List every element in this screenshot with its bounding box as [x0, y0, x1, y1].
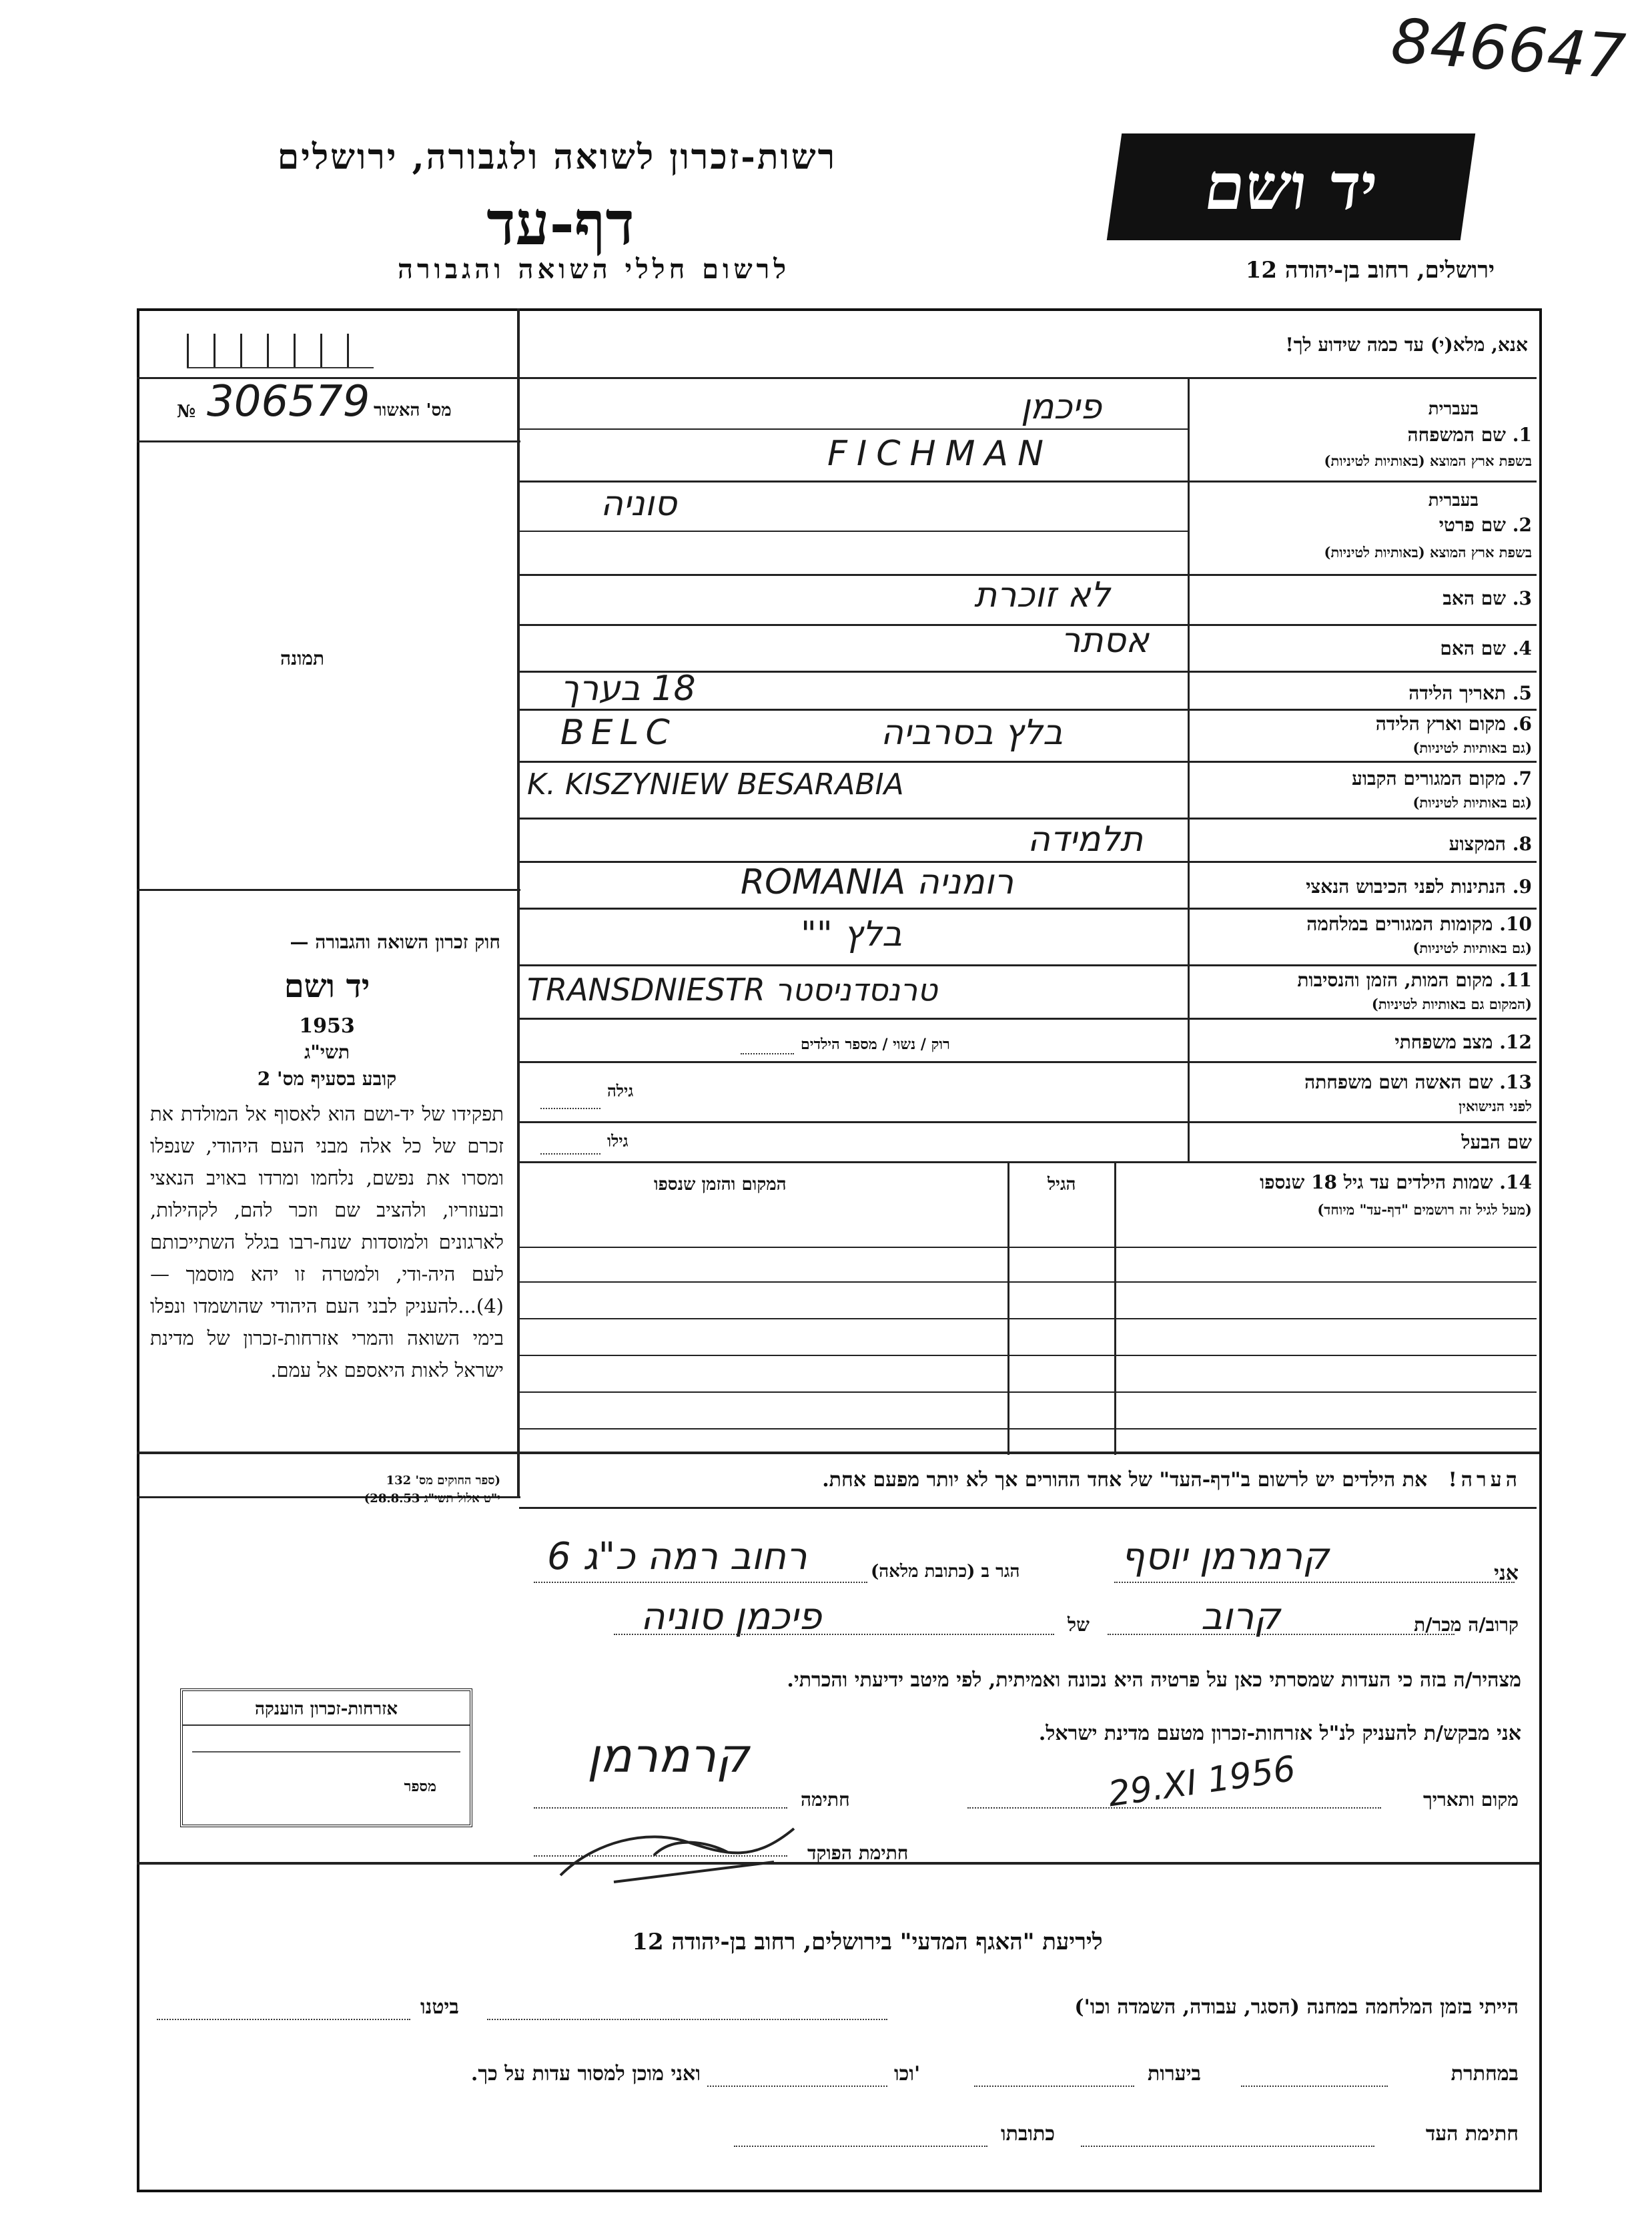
field-10-sub: (גם באותיות לטיניות) — [1412, 940, 1532, 956]
archive-number: 846647 — [1388, 5, 1628, 93]
field-1-heb-value: פיכמן — [1021, 387, 1102, 427]
field-2-sub: בשפת ארץ המוצא (באותיות לטיניות) — [1324, 544, 1532, 561]
field-4-label — [1440, 637, 1532, 660]
field-7-sub: (גם באותיות לטיניות) — [1412, 794, 1532, 811]
law-clause: קובע בסעיף מס' 2 — [257, 1068, 397, 1090]
field-13-label — [1304, 1071, 1532, 1094]
field-6-number: 6. — [1512, 713, 1532, 735]
field-1-label — [1408, 424, 1532, 446]
relative-label: קרוב/ה מכר/ת — [1414, 1614, 1519, 1636]
field-10-value: בלץ "" — [801, 914, 903, 954]
field-4-number: 4. — [1512, 637, 1532, 659]
field-11-label — [1297, 969, 1532, 992]
field-2-heb-tag: בעברית — [1428, 491, 1479, 511]
children-col-place: המקום והזמן שנספו — [654, 1175, 787, 1195]
field-6-latin-value: BELC — [560, 713, 677, 753]
citizenship-box — [180, 1688, 472, 1827]
field-9-label — [1306, 876, 1532, 898]
field-11-number: 11. — [1499, 969, 1532, 991]
declarant-address: רחוב רמה כ"ג 6 — [547, 1535, 807, 1578]
registration-number: 306579 — [207, 377, 370, 426]
field-9-label-text: הנתינות לפני הכיבוש הנאצי — [1306, 876, 1507, 898]
instruction: אנא, מלא(י) עד כמה שידוע לך! — [1285, 334, 1528, 356]
children-title-text: שמות הילדים עד גיל 18 שנספו — [1260, 1171, 1493, 1193]
field-8-label — [1449, 833, 1532, 856]
footer-line3-b: כתובתו — [1001, 2122, 1056, 2146]
field-1-sub: בשפת ארץ המוצא (באותיות לטיניות) — [1324, 452, 1532, 469]
field-12-label-text: מצב משפחתי — [1394, 1031, 1493, 1053]
field-7-label — [1352, 767, 1532, 790]
field-10-label — [1306, 913, 1532, 936]
registration-no-sign: № — [177, 402, 196, 422]
field-2-label — [1439, 514, 1532, 537]
photo-label: תמונה — [280, 647, 325, 669]
field-6-label — [1376, 713, 1532, 735]
address: ירושלים, רחוב בן-יהודה 12 — [1245, 257, 1495, 284]
field-8-number: 8. — [1512, 833, 1532, 855]
declaration-date: 29.XI 1956 — [1106, 1748, 1298, 1815]
field-11-sub: (המקום גם באותיות לטיניות) — [1371, 996, 1532, 1012]
footer-line2-c: וכו' — [894, 2062, 921, 2086]
field-11-value: TRANSDNIESTR טרנסדניסטר — [527, 972, 938, 1008]
signature-label: חתימה — [801, 1789, 850, 1811]
note-row — [534, 1468, 1521, 1492]
children-note: (מעל לגיל זה רושמים "דף-עד" מיוחד) — [1317, 1201, 1532, 1218]
field-7-number: 7. — [1512, 767, 1532, 789]
footer-line2-a: במחתרת — [1451, 2062, 1519, 2086]
official-signature-label: חתימת הפוקד — [807, 1842, 909, 1864]
field-11-label-text: מקום המות, הזמן והנסיבות — [1297, 969, 1493, 991]
law-ref-1: (ספר החוקים מס' 132 — [386, 1474, 500, 1488]
footer-line1-b: ביטנו — [420, 1995, 459, 2019]
footer-title: ליריעת "האגף המדעי" בירושלים, רחוב בן-יהודה 12 — [632, 1929, 1103, 1955]
logo-text: יד ושם — [1200, 149, 1382, 224]
field-8-label-text: המקצוע — [1449, 833, 1507, 855]
field-8-value: תלמידה — [1027, 820, 1144, 860]
field-4-label-text: שם האם — [1440, 637, 1507, 659]
institution-name: רשות-זכרון לשואה ולגבורה, ירושלים — [277, 137, 837, 178]
field-10-number: 10. — [1499, 913, 1532, 935]
field-13-number: 13. — [1499, 1071, 1532, 1093]
law-ref-2: י"ט אלול תשי"ג 28.8.53) — [364, 1492, 500, 1506]
field-3-label — [1442, 587, 1532, 610]
note-prefix: הערה! — [1448, 1468, 1521, 1492]
field-12-number: 12. — [1499, 1031, 1532, 1053]
children-col-age: הגיל — [1048, 1175, 1076, 1195]
note-text: את הילדים יש לרשום ב"דף-העד" של אחד ההורים אך לא יותר מפעם אחת. — [822, 1468, 1428, 1492]
of-label: של — [1068, 1614, 1090, 1636]
declarant-signature: קרמרמן — [587, 1728, 749, 1783]
field-6-heb-value: בלץ בסרביה — [881, 713, 1064, 753]
of-name: פיכמן סוניה — [641, 1595, 822, 1638]
footer-line2-d: ואני מוכן למסור עדות על כך. — [470, 2062, 701, 2086]
field-2-number: 2. — [1512, 514, 1532, 536]
field-1-heb-tag: בעברית — [1428, 399, 1479, 419]
husband-label: שם הבעל — [1461, 1131, 1532, 1153]
law-text: תפקידו של יד-ושם הוא לאסוף אל המולדת את זכרם של כל אלה מבני העם היהודי, שנפלו ומסרו את נפשם, נלחמו ומרדו באויב הנאצי ובעוזריו, ולהציב שם וזכר להם, לקהילות, לארגונים ולמוסדות שנח-רבו בגלל השתייכותם לעם היה-ודי, ולמטרה זו יהא מוסמך — (4)...להעניק לבני העם היהודי שהושמדו ונפלו בימי השואה והמרי אזרחות-זכרון של מדינת ישראל לאות היאספם אל עמם. — [150, 1102, 504, 1381]
declaration-request: אני מבקש/ת להעניק לנ"ל אזרחות-זכרון מטעם מדינת ישראל. — [1038, 1722, 1521, 1745]
field-12-label — [1394, 1031, 1532, 1054]
form-subtitle: לרשום חללי השואה והגבורה — [397, 254, 791, 285]
field-3-number: 3. — [1512, 587, 1532, 609]
form-title: דף-עד — [486, 188, 635, 259]
official-signature-scribble — [554, 1815, 807, 1889]
law-title: חוק זכרון השואה והגבורה — — [290, 931, 500, 953]
footer-line3-a: חתימת העד — [1425, 2122, 1519, 2146]
yad-vashem-logo — [1107, 133, 1475, 240]
relative-value: קרוב — [1201, 1595, 1280, 1638]
field-6-label-text: מקום וארץ הלידה — [1375, 713, 1507, 735]
field-13-label-text: שם האשה ושם משפחתה — [1304, 1071, 1493, 1093]
declarant-name: קרמרמן יוסף — [1121, 1535, 1330, 1578]
field-1-label-text: שם המשפחה — [1407, 424, 1507, 446]
law-year: 1953 — [299, 1014, 355, 1038]
field-5-label — [1408, 682, 1532, 705]
field-3-value: לא זוכרת — [974, 575, 1111, 615]
law-year-heb: תשי"ג — [304, 1041, 350, 1063]
field-9-value: ROMANIA רומניה — [741, 862, 1014, 902]
field-9-number: 9. — [1512, 876, 1532, 898]
field-3-label-text: שם האב — [1442, 587, 1507, 609]
citizenship-box-title: אזרחות-זכרון הוענקה — [183, 1699, 470, 1726]
registration-label: מס' האשור — [374, 400, 452, 420]
field-7-label-text: מקום המגורים הקבוע — [1352, 767, 1507, 789]
declaration-statement: מצהיר/ה בזה כי העדות שמסרתי כאן על פרטיה היא נכונה ואמיתית, לפי מיטב ידיעתי והכרתי. — [787, 1668, 1521, 1692]
marital-options: רוק / נשוי / מספר הילדים — [801, 1036, 950, 1053]
husband-age-label: גילו — [607, 1131, 629, 1151]
children-title — [1260, 1171, 1532, 1194]
place-date-label: מקום ותאריך — [1422, 1789, 1519, 1811]
field-2-label-text: שם פרטי — [1438, 514, 1507, 536]
resides-label: הגר ב (כתובת מלאה) — [871, 1562, 1020, 1582]
field-5-number: 5. — [1512, 682, 1532, 704]
field-5-label-text: תאריך הלידה — [1408, 682, 1507, 704]
field-7-value: K. KISZYNIEW BESARABIA — [527, 767, 904, 802]
law-name: יד ושם — [284, 968, 370, 1005]
field-4-value: אסתר — [1061, 621, 1150, 661]
field-1-latin-value: FICHMAN — [827, 434, 1053, 474]
field-10-label-text: מקומות המגורים במלחמה — [1306, 913, 1493, 935]
footer-line2-b: ביערות — [1148, 2062, 1202, 2086]
footer-line1-a: הייתי בזמן המלחמה במחנה (הסגר, עבודה, השמדה וכו') — [1074, 1995, 1519, 2019]
wife-age-label: גילה — [607, 1081, 634, 1100]
field-2-heb-value: סוניה — [600, 484, 677, 524]
declaration-ani: אני — [1494, 1562, 1519, 1585]
field-13-sub: לפני הנישואין — [1459, 1098, 1532, 1114]
field-1-number: 1. — [1512, 424, 1532, 446]
field-5-value: 18 בערך — [560, 669, 696, 709]
citizenship-box-number: מספר — [404, 1778, 436, 1795]
children-number: 14. — [1499, 1171, 1532, 1193]
field-6-sub: (גם באותיות לטיניות) — [1412, 739, 1532, 756]
